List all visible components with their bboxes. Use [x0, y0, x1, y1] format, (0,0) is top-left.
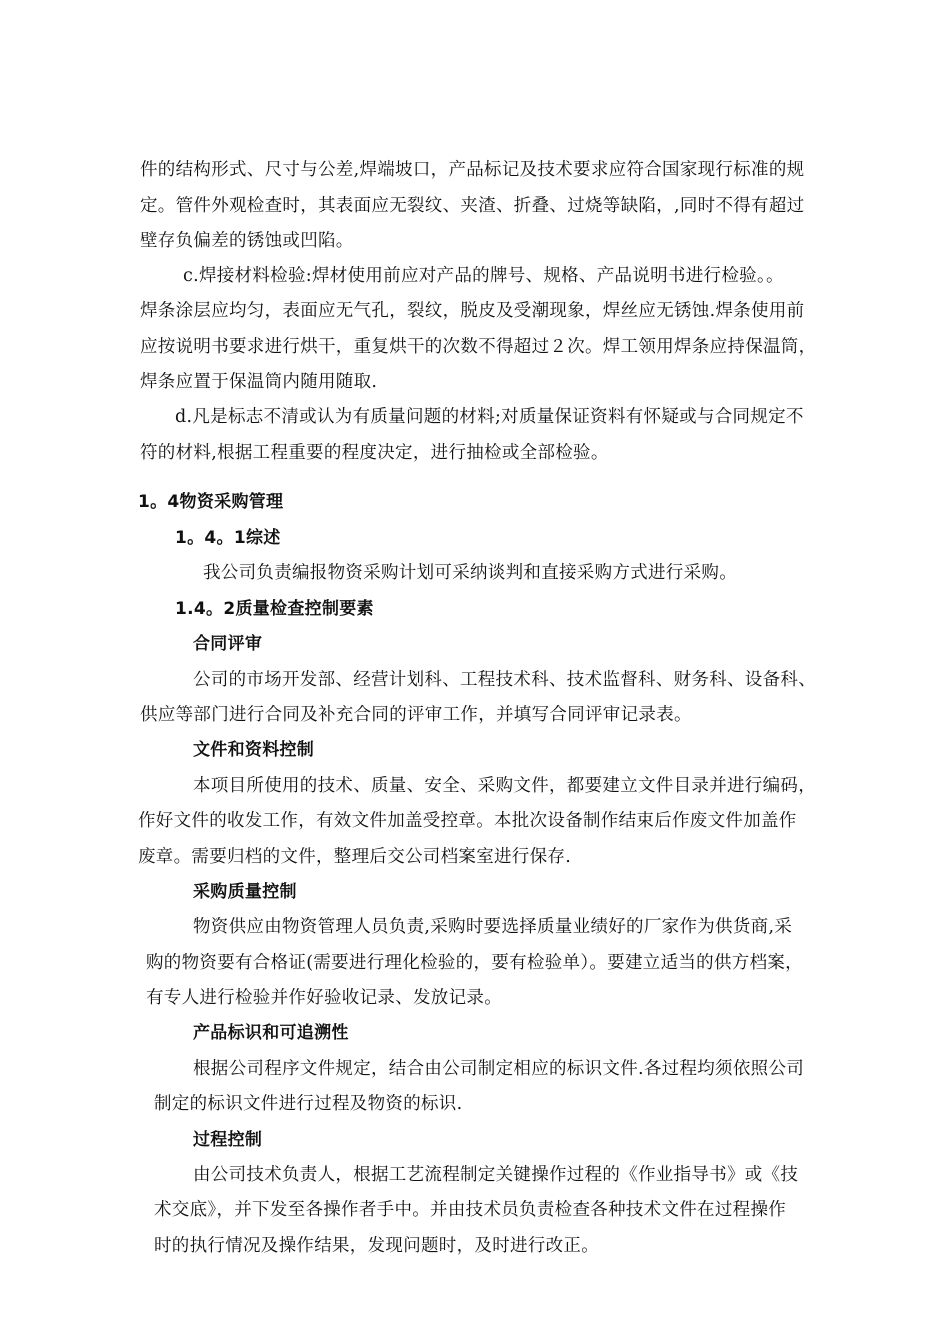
item-heading: 合同评审 [193, 634, 263, 654]
text-line: 我公司负责编报物资采购计划可采纳谈判和直接采购方式进行采购。 [203, 563, 737, 583]
item-heading: 产品标识和可追溯性 [193, 1023, 349, 1043]
text-line: 应按说明书要求进行烘干，重复烘干的次数不得超过２次。焊工领用焊条应持保温筒， [140, 337, 817, 357]
text-line: 定。管件外观检查时，其表面应无裂纹、夹渣、折叠、过烧等缺陷，,同时不得有超过 [140, 196, 805, 216]
text-line: 根据公司程序文件规定，结合由公司制定相应的标识文件.各过程均须依照公司 [193, 1059, 805, 1079]
text-line: 由公司技术负责人，根据工艺流程制定关键操作过程的《作业指导书》或《技 [193, 1165, 799, 1185]
text-line: 焊条应置于保温筒内随用随取. [140, 372, 378, 392]
text-line: 壁存负偏差的锈蚀或凹陷。 [140, 231, 354, 251]
text-line: 时的执行情况及操作结果，发现问题时，及时进行改正。 [154, 1236, 599, 1256]
text-line: 件的结构形式、尺寸与公差,焊端坡口，产品标记及技术要求应符合国家现行标准的规 [140, 160, 805, 180]
text-line: 焊条涂层应均匀，表面应无气孔，裂纹，脱皮及受潮现象，焊丝应无锈蚀.焊条使用前 [140, 301, 805, 321]
text-line: 购的物资要有合格证(需要进行理化检验的，要有检验单）。要建立适当的供方档案， [146, 953, 803, 973]
text-line: 供应等部门进行合同及补充合同的评审工作，并填写合同评审记录表。 [140, 705, 692, 725]
text-line: 有专人进行检验并作好验收记录、发放记录。 [146, 988, 502, 1008]
text-line: d.凡是标志不清或认为有质量问题的材料;对质量保证资料有怀疑或与合同规定不 [175, 407, 804, 427]
text-line: 术交底》，并下发至各操作者手中。并由技术员负责检查各种技术文件在过程操作 [154, 1200, 787, 1220]
item-heading: 文件和资料控制 [193, 740, 315, 760]
text-line: 作好文件的收发工作，有效文件加盖受控章。本批次设备制作结束后作废文件加盖作 [138, 811, 797, 831]
subsection-heading: 1。4。1综述 [175, 528, 281, 548]
text-line: 废章。需要归档的文件，整理后交公司档案室进行保存. [138, 847, 572, 867]
text-line: 符的材料,根据工程重要的程度决定，进行抽检或全部检验。 [140, 443, 609, 463]
item-heading: 过程控制 [193, 1130, 263, 1150]
item-heading: 采购质量控制 [193, 882, 297, 902]
text-line: 公司的市场开发部、经营计划科、工程技术科、技术监督科、财务科、设备科、 [193, 670, 816, 690]
text-line: 本项目所使用的技术、质量、安全、采购文件，都要建立文件目录并进行编码， [193, 776, 816, 796]
text-line: c.焊接材料检验:焊材使用前应对产品的牌号、规格、产品说明书进行检验。。 [183, 266, 784, 286]
subsection-heading: 1.4。2质量检查控制要素 [175, 599, 374, 619]
text-line: 制定的标识文件进行过程及物资的标识. [154, 1094, 463, 1114]
section-heading: 1。4物资采购管理 [138, 492, 284, 512]
text-line: 物资供应由物资管理人员负责,采购时要选择质量业绩好的厂家作为供货商,采 [193, 917, 793, 937]
